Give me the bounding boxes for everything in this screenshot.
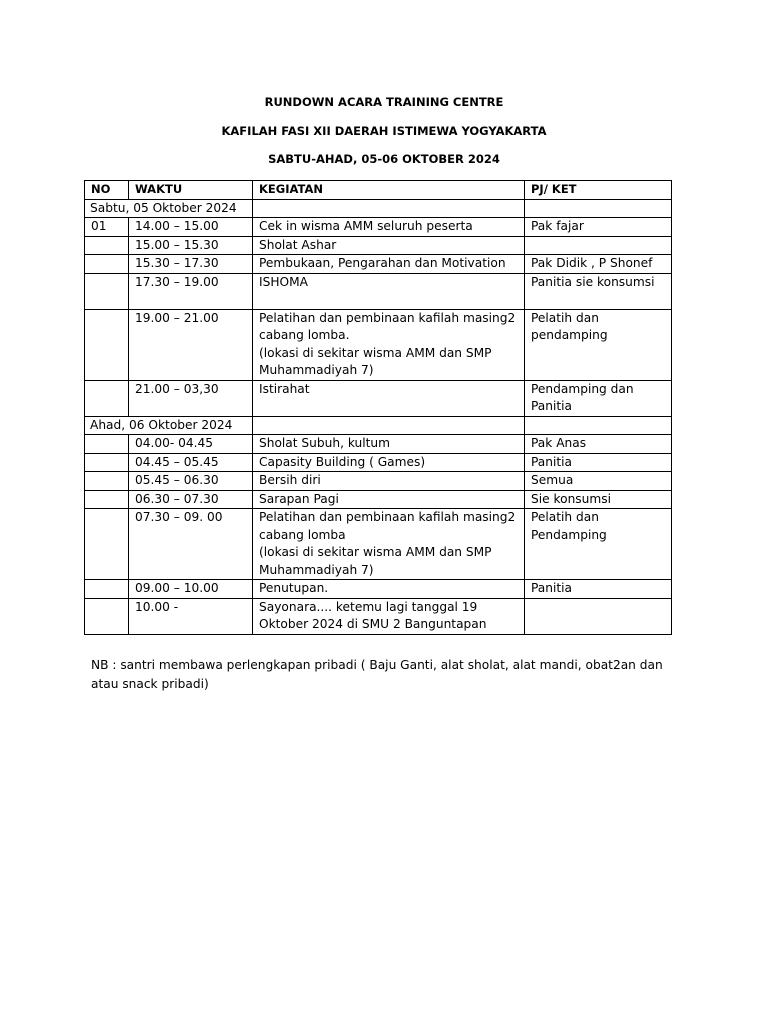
- table-cell: [525, 199, 672, 218]
- cell-pj: Sie konsumsi: [525, 490, 672, 509]
- cell-kegiatan: Pelatihan dan pembinaan kafilah masing2 cabang lomba (lokasi di sekitar wisma AMM dan SMP Muhammadiyah 7): [253, 509, 525, 580]
- cell-no: [85, 435, 129, 454]
- day-label: Sabtu, 05 Oktober 2024: [85, 199, 253, 218]
- table-row: [85, 580, 672, 599]
- cell-waktu: 21.00 – 03,30: [129, 380, 253, 416]
- table-row: [85, 273, 672, 309]
- table-header-row: [85, 181, 672, 200]
- cell-no: [85, 236, 129, 255]
- document-subtitle: KAFILAH FASI XII DAERAH ISTIMEWA YOGYAKARTA: [221, 124, 547, 138]
- cell-no: 01: [85, 218, 129, 237]
- table-row: [85, 380, 672, 416]
- cell-pj: Pak Anas: [525, 435, 672, 454]
- table-row: [85, 453, 672, 472]
- column-header-kegiatan: KEGIATAN: [253, 181, 525, 200]
- cell-pj: [525, 598, 672, 634]
- cell-waktu: 19.00 – 21.00: [129, 309, 253, 380]
- document-title: RUNDOWN ACARA TRAINING CENTRE: [264, 95, 504, 109]
- cell-kegiatan: Sholat Subuh, kultum: [253, 435, 525, 454]
- table-row: [85, 598, 672, 634]
- cell-pj: Pak fajar: [525, 218, 672, 237]
- day-label: Ahad, 06 Oktober 2024: [85, 416, 253, 435]
- cell-waktu: 04.45 – 05.45: [129, 453, 253, 472]
- cell-pj: Panitia: [525, 453, 672, 472]
- rundown-table: [84, 180, 672, 635]
- cell-kegiatan: Penutupan.: [253, 580, 525, 599]
- cell-waktu: 14.00 – 15.00: [129, 218, 253, 237]
- table-row: [85, 435, 672, 454]
- day-row: [85, 199, 672, 218]
- footnote: NB : santri membawa perlengkapan pribadi ( Baju Ganti, alat sholat, alat mandi, obat2an dan atau snack pribadi): [91, 658, 663, 691]
- column-header-pj-ket: PJ/ KET: [525, 181, 672, 200]
- cell-waktu: 07.30 – 09. 00: [129, 509, 253, 580]
- cell-pj: Pendamping dan Panitia: [525, 380, 672, 416]
- cell-kegiatan: Sayonara.... ketemu lagi tanggal 19 Oktober 2024 di SMU 2 Banguntapan: [253, 598, 525, 634]
- cell-no: [85, 598, 129, 634]
- cell-kegiatan: Sholat Ashar: [253, 236, 525, 255]
- cell-kegiatan: Bersih diri: [253, 472, 525, 491]
- cell-pj: Pelatih dan pendamping: [525, 309, 672, 380]
- table-row: [85, 490, 672, 509]
- table-row: [85, 236, 672, 255]
- table-row: [85, 218, 672, 237]
- table-cell: [253, 416, 525, 435]
- cell-kegiatan: Sarapan Pagi: [253, 490, 525, 509]
- cell-no: [85, 453, 129, 472]
- document-date-range: SABTU-AHAD, 05-06 OKTOBER 2024: [268, 152, 500, 166]
- cell-kegiatan: Pembukaan, Pengarahan dan Motivation: [253, 255, 525, 274]
- cell-pj: Pelatih dan Pendamping: [525, 509, 672, 580]
- table-row: [85, 472, 672, 491]
- cell-kegiatan: Pelatihan dan pembinaan kafilah masing2 cabang lomba. (lokasi di sekitar wisma AMM dan SMP Muhammadiyah 7): [253, 309, 525, 380]
- column-header-waktu: WAKTU: [129, 181, 253, 200]
- cell-pj: [525, 236, 672, 255]
- column-header-no: NO: [85, 181, 129, 200]
- cell-waktu: 06.30 – 07.30: [129, 490, 253, 509]
- table-row: [85, 509, 672, 580]
- table-cell: [525, 416, 672, 435]
- cell-no: [85, 309, 129, 380]
- cell-pj: Panitia sie konsumsi: [525, 273, 672, 309]
- cell-no: [85, 490, 129, 509]
- cell-pj: Panitia: [525, 580, 672, 599]
- cell-pj: Semua: [525, 472, 672, 491]
- cell-no: [85, 273, 129, 309]
- table-row: [85, 309, 672, 380]
- cell-waktu: 04.00- 04.45: [129, 435, 253, 454]
- cell-no: [85, 472, 129, 491]
- cell-waktu: 09.00 – 10.00: [129, 580, 253, 599]
- cell-waktu: 15.00 – 15.30: [129, 236, 253, 255]
- cell-kegiatan: Capasity Building ( Games): [253, 453, 525, 472]
- day-row: [85, 416, 672, 435]
- cell-waktu: 17.30 – 19.00: [129, 273, 253, 309]
- table-row: [85, 255, 672, 274]
- cell-no: [85, 580, 129, 599]
- cell-kegiatan: ISHOMA: [253, 273, 525, 309]
- cell-no: [85, 509, 129, 580]
- cell-waktu: 15.30 – 17.30: [129, 255, 253, 274]
- cell-kegiatan: Cek in wisma AMM seluruh peserta: [253, 218, 525, 237]
- cell-kegiatan: Istirahat: [253, 380, 525, 416]
- cell-pj: Pak Didik , P Shonef: [525, 255, 672, 274]
- cell-waktu: 05.45 – 06.30: [129, 472, 253, 491]
- table-cell: [253, 199, 525, 218]
- cell-no: [85, 255, 129, 274]
- cell-no: [85, 380, 129, 416]
- cell-waktu: 10.00 -: [129, 598, 253, 634]
